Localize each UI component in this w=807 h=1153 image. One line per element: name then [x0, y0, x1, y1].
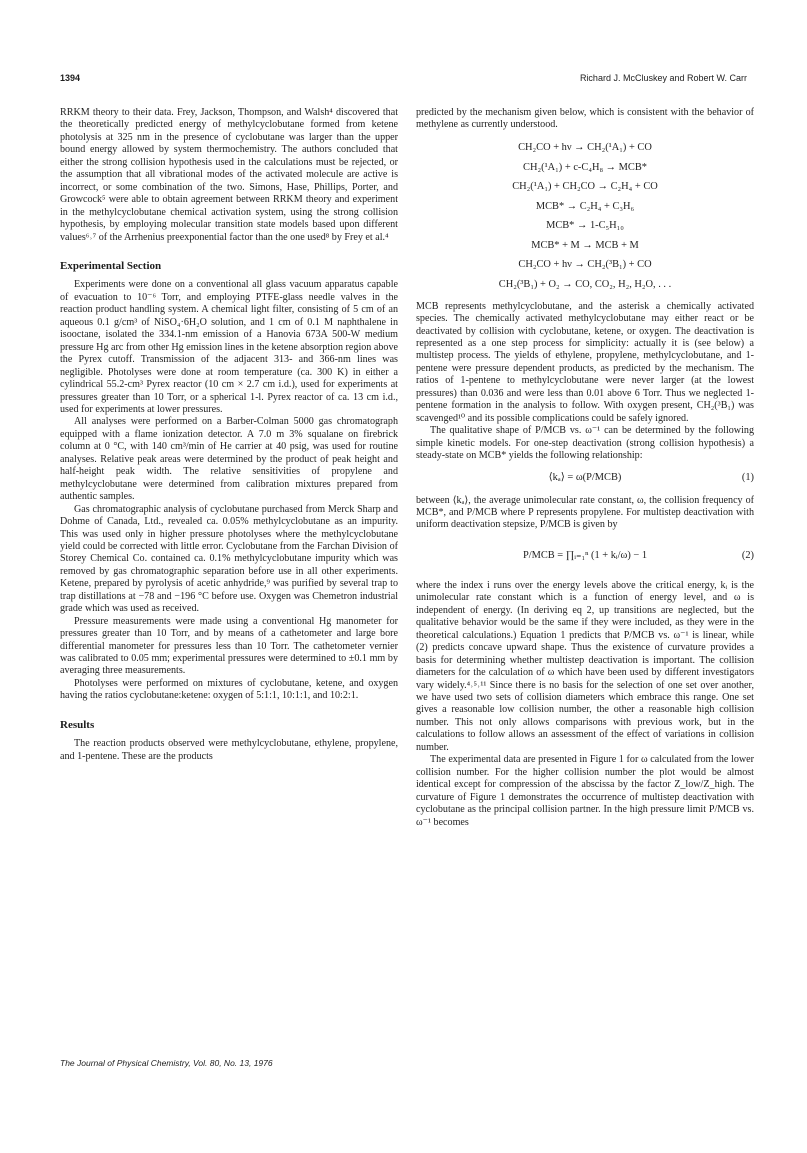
reaction-7: CH₂CO + hν → CH₂(³B₁) + CO [518, 259, 652, 271]
kinetic-models-paragraph: The qualitative shape of P/MCB vs. ω⁻¹ can be determined by the following simple kinetic models. For one-step deactivation (strong collision hypothesis) a steady-state on MCB* yields the following relationship: [416, 425, 754, 462]
equation-2-body: P/MCB = ∏ᵢ₌₁ⁿ (1 + kᵢ/ω) − 1 [522, 549, 648, 561]
reaction-5: MCB* → 1-C₅H₁₀ [546, 220, 624, 232]
reaction-6: MCB* + M → MCB + M [531, 239, 639, 251]
equation-1 [416, 472, 754, 486]
reaction-mechanism [416, 138, 754, 295]
experimental-paragraph-4: Pressure measurements were made using a conventional Hg manometer for pressures greater than 10 Torr, and by means of a cathetometer and large bore differential manometer for pressures less than 10 Torr. The cathetometer vernier was calibrated to 0.05 mm; experimental pressures were determined to ±0.1 mm by averaging three measurements. [60, 615, 398, 677]
equation-1-body: ⟨kₐ⟩ = ω(P/MCB) [548, 471, 622, 483]
experimental-paragraph-1: Experiments were done on a conventional all glass vacuum apparatus capable of evacuation to 10⁻⁶ Torr, and employing PTFE-glass needle valves in the reaction product handling system. A chemical light filter, consisting of 5 cm of an aqueous 0.1 g/cm³ of NiSO₄·6H₂O solution, and 1 cm of 0.1 M naphthalene in isooctane, isolated the 334.1-nm emission of a Hanovia 673A 500-W medium pressure Hg arc from other Hg emission lines in the ketene absorption region above the Pyrex cutoff. Transmission of the adjacent 313- and 366-nm lines was negligible. Photolyses were done at room temperature (ca. 300 K) in either a cylindrical 55.2-cm³ Pyrex reactor (10 cm × 2.7 cm i.d.), used for experiments at pressures greater than 10 Torr, or a spherical 1-l. Pyrex reactor of ca. 13 cm i.d., used for experiments at lower pressures. [60, 279, 398, 415]
reaction-3: CH₂(¹A₁) + CH₂CO → C₂H₄ + CO [512, 181, 658, 193]
intro-paragraph: RRKM theory to their data. Frey, Jackson, Thompson, and Walsh⁴ discovered that the theoretically predicted energy of methylcyclobutane formed from ketene photolysis at 325 nm in the presence of cyclobutane was larger than the upper bound energy allowed by system thermochemistry. The authors concluded that either the strong collision hypothesis used in the calculations must be rejected, or the assumption that all vibrational modes of the activated molecule are active is incorrect, or some combination of the two. Simons, Hase, Phillips, Porter, and Growcock⁵ were able to obtain agreement between RRKM theory and experiment in the methylcyclobutane chemical activation system, using the strong collision hypothesis, by employing molecular transition state models based upon different values⁶˒⁷ of the Arrhenius preexponential factor than the one used⁸ by Frey et al.⁴ [60, 107, 398, 243]
reaction-1: CH₂CO + hν → CH₂(¹A₁) + CO [518, 141, 652, 153]
equation-2-explanation: where the index i runs over the energy levels above the critical energy, kᵢ is the unimolecular rate constant which is a function of energy level, and ω is independent of energy. (In deriving eq 2, up transitions are neglected, but the qualitative behavior would be the same if they were included, as they were in the theoretical calculations.) Equation 1 predicts that P/MCB vs. ω⁻¹ is linear, while (2) predicts concave upward shape. Thus the existence of curvature provides a basis for determining whether multistep deactivation is important. The collision diameters for the calculation of ω which have been used by different investigators vary widely.⁴˒⁵˒¹¹ Since there is no basis for the selection of one set over another, we have used two sets of collision diameters which embrace this range. One set gives a reasonable low collision number, the other a reasonable high collision number. This not only allows comparisons with previous work, but in the calculations to follow allows an assessment of the effect of variations in collision number. [416, 579, 754, 753]
reaction-4: MCB* → C₂H₄ + C₃H₆ [535, 200, 635, 212]
mechanism-intro: predicted by the mechanism given below, which is consistent with the behavior of methylene as currently understood. [416, 107, 754, 131]
equation-2-number: (2) [741, 549, 754, 561]
results-section-heading: Results [60, 718, 95, 731]
reaction-8: CH₂(³B₁) + O₂ → CO, CO₂, H₂, H₂O, . . . [498, 279, 672, 291]
left-column [60, 107, 398, 763]
equation-1-explanation: between ⟨kₐ⟩, the average unimolecular rate constant, ω, the collision frequency of MCB*, and P/MCB where P represents propylene. For multistep deactivation with uniform deactivation stepsize, P/MCB is given by [416, 494, 754, 531]
experimental-section-heading: Experimental Section [60, 259, 162, 272]
mechanism-discussion: MCB represents methylcyclobutane, and the asterisk a chemically activated species. The chemically activated methylcyclobutane may either react or be deactivated by collision with cyclobutane, ketene, or oxygen. The deactivation is represented as a one step process for simplicity: actually it is (see below) a multistep process. The yields of ethylene, propylene, methylcyclobutane, and 1-pentene were pressure dependent products, as predicted by the mechanism. The ratios of 1-pentene to methylcyclobutane were never larger (at the lowest pressures) than 0.036 and were less than 0.01 above 6 Torr. Thus we neglected 1-pentene formation in the analysis to follow. With oxygen present, CH₂(³B₁) was scavenged¹⁰ and its possible complications could be safely ignored. [416, 300, 754, 424]
experimental-paragraph-5: Photolyses were performed on mixtures of cyclobutane, ketene, and oxygen having the ratios cyclobutane:ketene: oxygen of 5:1:1, 10:1:1, and 10:2:1. [60, 677, 398, 702]
results-paragraph-1: The reaction products observed were methylcyclobutane, ethylene, propylene, and 1-pentene. These are the products [60, 738, 398, 762]
page-number: 1394 [60, 73, 81, 83]
reaction-2: CH₂(¹A₁) + c-C₄H₈ → MCB* [523, 161, 647, 173]
experimental-paragraph-3: Gas chromatographic analysis of cyclobutane purchased from Merck Sharp and Dohme of Canada, Ltd., revealed ca. 0.05% methylcyclobutane as an impurity. This was used only in higher pressure photolyses where the methylcyclobutane yield could be corrected with little error. Cyclobutane from the Farchan Division of Storey Chemical Co. contained ca. 0.1% methylcyclobutane impurity which was removed by gas chromatographic separation before use in all other experiments. Ketene, prepared by pyrolysis of acetic anhydride,⁹ was purified by several trap to trap distillations at −78 and −196 °C before use. Oxygen was Chemetron industrial grade which was used as received. [60, 503, 398, 615]
equation-2 [416, 541, 754, 571]
equation-1-number: (1) [741, 471, 754, 483]
running-head-authors: Richard J. McCluskey and Robert W. Carr [579, 73, 747, 83]
running-header [60, 73, 747, 89]
experimental-paragraph-2: All analyses were performed on a Barber-Colman 5000 gas chromatograph equipped with a flame ionization detector. A 7.0 m 3% squalane on firebrick column at 0 °C, with 140 cm³/min of He carrier at 40 psig, was used for routine analyses. Relative peak areas were determined by the product of peak height and half-height peak width. The relative sensitivities of propylene and methylcyclobutane were determined from calibration mixtures prepared from authentic samples. [60, 416, 398, 503]
figure-1-discussion: The experimental data are presented in Figure 1 for ω calculated from the lower collision number. For the higher collision number the plot would be almost identical except for compression of the abscissa by the factor Z_low/Z_high. The curvature of Figure 1 demonstrates the occurrence of multistep deactivation with cyclobutane as the principal collision partner. In the high pressure limit P/MCB vs. ω⁻¹ becomes [416, 754, 754, 828]
right-column [416, 107, 754, 829]
journal-footer: The Journal of Physical Chemistry, Vol. 80, No. 13, 1976 [60, 1058, 273, 1068]
